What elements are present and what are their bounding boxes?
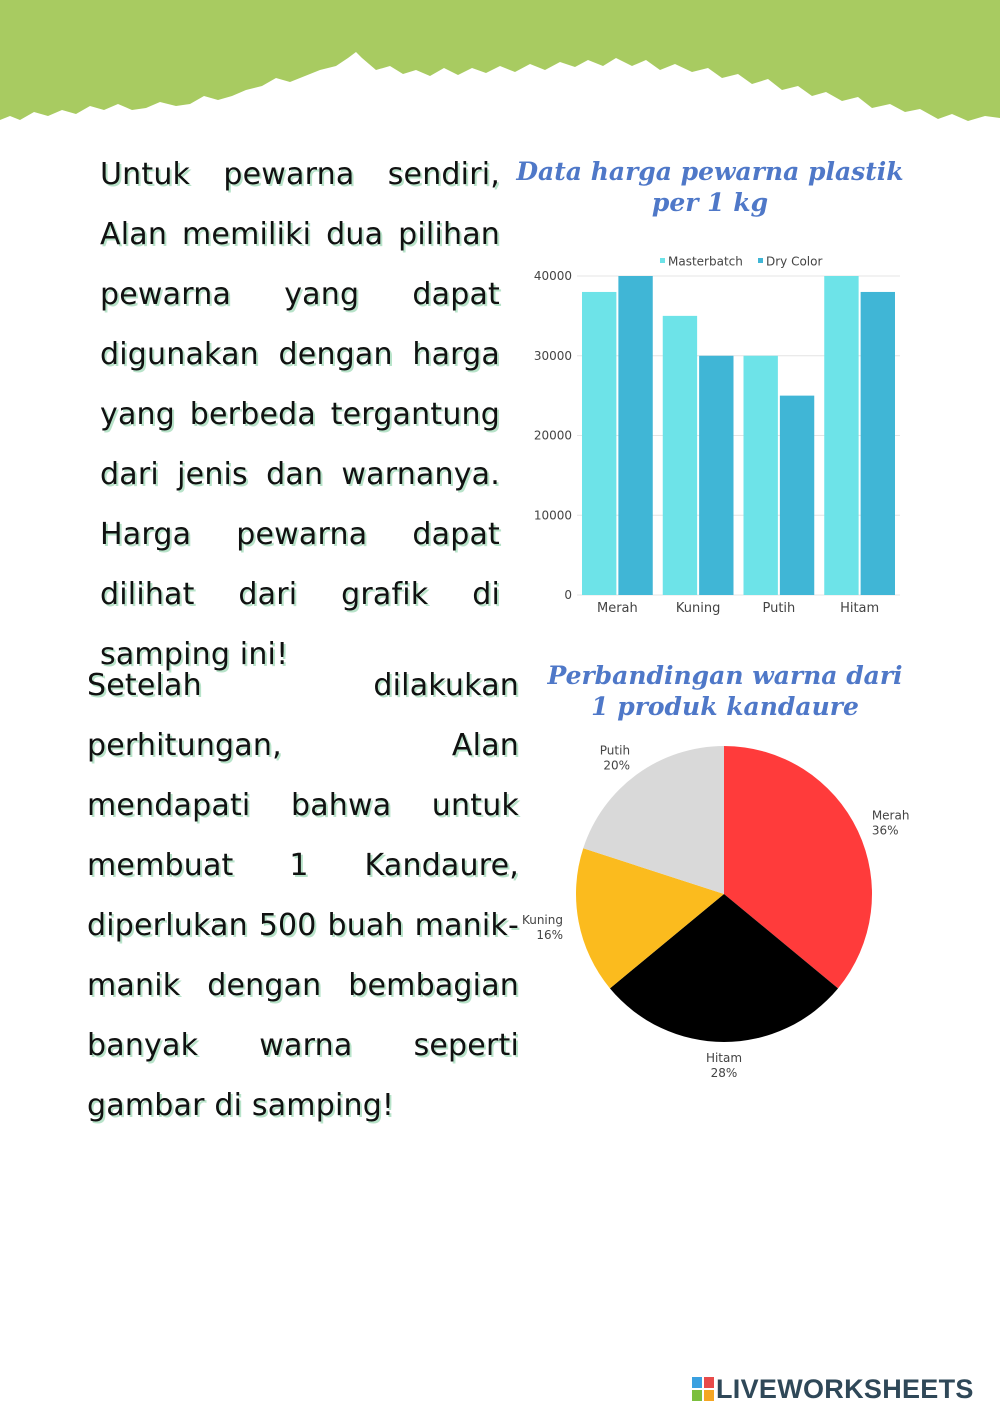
y-tick-label: 0	[564, 588, 572, 602]
legend-label: Masterbatch	[668, 254, 743, 269]
pie-label: Merah	[871, 808, 910, 823]
brand-name: LIVEWORKSHEETS	[716, 1374, 974, 1404]
x-tick-label: Merah	[596, 601, 638, 616]
pie-label: Hitam	[705, 1051, 743, 1065]
calculation-paragraph: Setelah dilakukan perhitungan, Alan mendapati bahwa untuk membuat 1 Kandaure, diperlukan 500 buah manik-manik dengan bembagian banyak warna seperti gambar di samping!	[87, 668, 519, 1123]
y-tick-label: 40000	[533, 269, 572, 283]
pie-label: Putih	[599, 743, 631, 758]
x-tick-label: Kuning	[675, 601, 721, 616]
y-tick-label: 30000	[533, 348, 572, 363]
y-tick-label: 20000	[533, 428, 572, 443]
pie-percent: 16%	[536, 927, 564, 942]
intro-paragraph: Untuk pewarna sendiri, Alan memiliki dua pilihan pewarna yang dapat digunakan dengan harga yang berbeda tergantung dari jenis dan warnanya. Harga pewarna dapat dilihat dari grafik di samping ini!	[100, 157, 500, 672]
liveworksheets-logo	[692, 1374, 992, 1404]
pie-percent: 36%	[871, 823, 899, 838]
pie-label: Kuning	[521, 912, 564, 927]
pie-percent: 20%	[603, 758, 631, 773]
y-tick-label: 10000	[533, 508, 572, 523]
x-tick-label: Putih	[762, 601, 796, 616]
bar-chart-title: Data harga pewarna plastik per 1 kg	[516, 157, 904, 217]
legend-label: Dry Color	[766, 254, 823, 269]
pie-chart-title: Perbandingan warna dari 1 produk kandaure	[547, 661, 903, 721]
live-badge-icon	[692, 1377, 714, 1401]
x-tick-label: Hitam	[840, 601, 880, 616]
pie-percent: 28%	[710, 1066, 738, 1080]
